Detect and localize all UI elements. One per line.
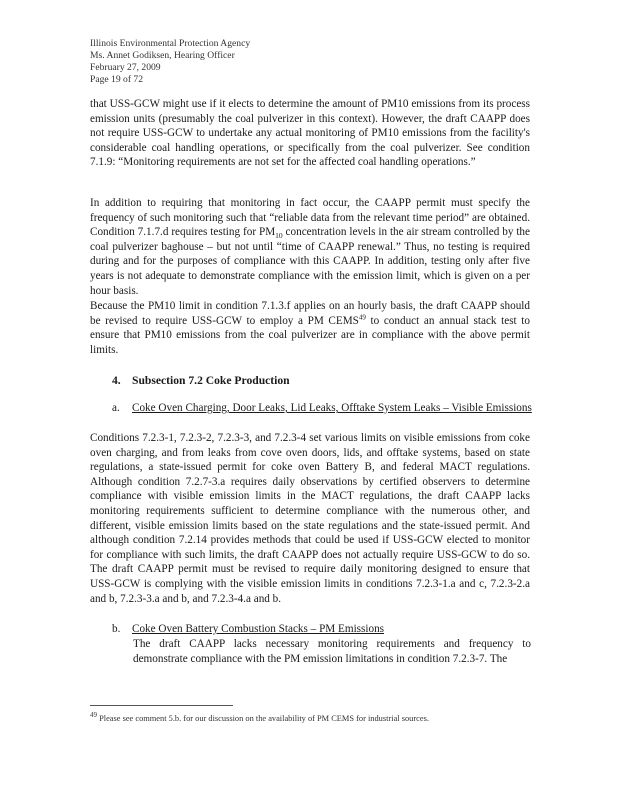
section-heading xyxy=(112,374,290,387)
section-number: 4. xyxy=(112,374,121,387)
footnote-reference[interactable]: 49 xyxy=(358,312,366,321)
footnote-mark: 49 xyxy=(90,711,97,720)
paragraph-text: The draft CAAPP lacks necessary monitoring requirements and frequency to demonstrate compliance with the PM emission limitations in condition 7.2.3-7. The xyxy=(133,638,531,665)
paragraph-pm-cems xyxy=(90,299,530,357)
paragraph-combustion-stacks xyxy=(133,637,531,666)
paragraph-text-part: to conduct an annual stack test to ensure that PM10 emissions from the coal pulverizer are in compliance with the above permit limits. xyxy=(90,314,530,356)
header-page-number: Page 19 of 72 xyxy=(90,74,144,85)
subsection-title: Coke Oven Charging, Door Leaks, Lid Leaks, Offtake System Leaks – Visible Emissions xyxy=(132,402,532,414)
footnote xyxy=(90,713,429,724)
paragraph-text-part: concentration levels in the air stream controlled by the coal pulverizer baghouse – but not until “time of CAAPP renewal.” Thus, no testing is required during and for the purposes of compliance with this CAAPP. In addition, testing only after five years is not adequate to demonstrate compliance with the emission limit, which is given on a per hour basis. xyxy=(90,226,530,297)
paragraph-text-part: In addition to requiring that monitoring in fact occur, the CAAPP permit must specify the frequency of such monitoring such that “reliable data from the relevant time period” are obtained. Condition 7.1.7.d requires testing for PM xyxy=(90,197,530,239)
footnote-text: Please see comment 5.b. for our discussion on the availability of PM CEMS for industrial sources. xyxy=(97,714,429,723)
paragraph-pm10-monitoring xyxy=(90,97,530,170)
subsection-heading-a xyxy=(112,401,532,416)
paragraph-text-part: Because the PM10 limit in condition 7.1.3.f applies on an hourly basis, the draft CAAPP should be revised to require USS-GCW to employ a PM CEMS xyxy=(90,300,530,327)
subsection-letter: b. xyxy=(112,623,121,635)
paragraph-text: Conditions 7.2.3-1, 7.2.3-2, 7.2.3-3, and 7.2.3-4 set various limits on visible emissions from coke oven charging, and from leaks from cove oven doors, lids, and offtake systems, based on state regulations, a state-issued permit for coke oven Battery B, and federal MACT regulations. Although condition 7.2.7-3.a requires daily observations by certified observers to determine compliance with visible emission limits in the MACT regulations, the draft CAAPP lacks monitoring requirements sufficient to determine compliance with the numerous other, and different, visible emission limits based on the state regulations and the state-issued permit. And although condition 7.2.14 provides methods that could be used if USS-GCW elected to monitor for compliance with such limits, the draft CAAPP does not actually require USS-GCW to do so. The draft CAAPP permit must be revised to require daily monitoring designed to ensure that USS-GCW is complying with the visible emission limits in conditions 7.2.3-1.a and c, 7.2.3-2.a and b, 7.2.3-3.a and b, and 7.2.3-4.a and b. xyxy=(90,432,530,605)
paragraph-monitoring-frequency xyxy=(90,196,530,298)
header-officer: Ms. Annet Godiksen, Hearing Officer xyxy=(90,50,235,61)
header-agency: Illinois Environmental Protection Agency xyxy=(90,38,251,49)
subsection-heading-b xyxy=(112,622,532,637)
letter-header xyxy=(90,38,250,86)
subsection-letter: a. xyxy=(112,402,120,414)
subscript: 10 xyxy=(275,231,283,241)
paragraph-visible-emissions xyxy=(90,431,530,606)
header-date: February 27, 2009 xyxy=(90,62,161,73)
footnote-divider xyxy=(90,705,233,706)
section-title: Subsection 7.2 Coke Production xyxy=(132,374,290,387)
subsection-title: Coke Oven Battery Combustion Stacks – PM Emissions xyxy=(132,623,385,635)
paragraph-text: that USS-GCW might use if it elects to determine the amount of PM10 emissions from its process emission units (presumably the coal pulverizer in this context). However, the draft CAAPP does not require USS-GCW to undertake any actual monitoring of PM10 emissions from the facility's considerable coal handling operations, or specifically from the coal pulverizer. See condition 7.1.9: “Monitoring requirements are not set for the affected coal handling operations.” xyxy=(90,98,530,169)
